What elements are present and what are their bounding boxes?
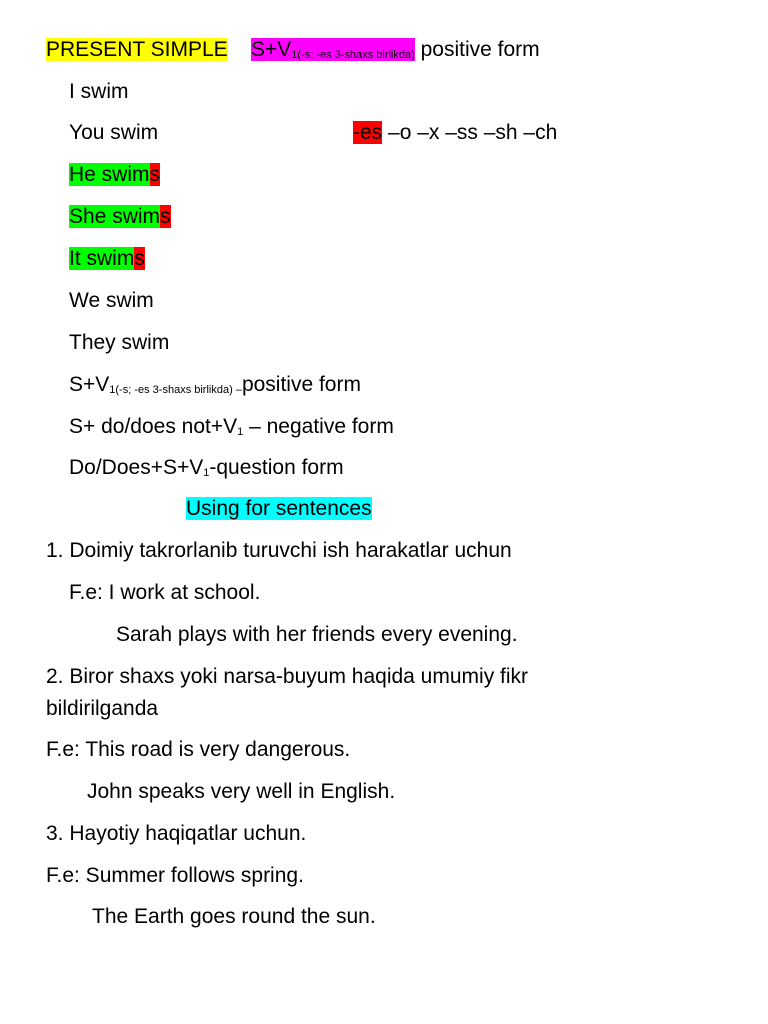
es-rule-rest: –o –x –ss –sh –ch xyxy=(382,121,558,144)
usage-1-title: 1. Doimiy takrorlanib turuvchi ish harakatlar uchun xyxy=(46,539,512,562)
usage-1-example-1: F.e: I work at school. xyxy=(69,581,261,604)
title-line xyxy=(46,37,540,68)
usage-2-title-b: bildirilganda xyxy=(46,697,159,720)
usage-1-example-2: Sarah plays with her friends every evening. xyxy=(116,623,518,646)
form-question: $Do/Does+S+V_1$-question form xyxy=(69,456,344,479)
using-heading: Using for sentences xyxy=(186,497,372,520)
conj-he: He swims xyxy=(69,163,161,186)
usage-3-example-2: The Earth goes round the sun. xyxy=(92,905,376,928)
es-rule xyxy=(353,120,557,146)
form-positive: $S+V_{1(-s; -es 3-shaxs birlikda) -}positive$ form xyxy=(69,373,361,396)
conj-you: You swim xyxy=(69,121,159,144)
ending-s: s xyxy=(160,205,171,228)
title-suffix: positive form xyxy=(420,38,540,61)
usage-2-example-2: John speaks very well in English. xyxy=(87,780,396,803)
ending-s: s xyxy=(149,163,161,186)
usage-2-title-a: 2. Biror shaxs yoki narsa-buyum haqida umumiy fikr xyxy=(46,665,529,688)
conj-she: She swims xyxy=(69,205,171,228)
title-formula: $S+V_{1(-s; -es 3-shaxs birlikda)}$ xyxy=(251,38,415,61)
usage-2-example-1: F.e: This road is very dangerous. xyxy=(46,738,351,761)
title-label: PRESENT SIMPLE xyxy=(46,38,228,61)
conj-it: It swims xyxy=(69,247,145,270)
conj-they: They swim xyxy=(69,331,170,354)
usage-3-title: 3. Hayotiy haqiqatlar uchun. xyxy=(46,822,307,845)
conj-i: I swim xyxy=(69,80,129,103)
ending-s: s xyxy=(134,247,145,270)
usage-3-example-1: F.e: Summer follows spring. xyxy=(46,864,304,887)
es-highlight: -es xyxy=(353,121,383,144)
conj-we: We swim xyxy=(69,289,154,312)
form-negative: S+ do/does $not+V_1$ – negative form xyxy=(69,415,394,438)
